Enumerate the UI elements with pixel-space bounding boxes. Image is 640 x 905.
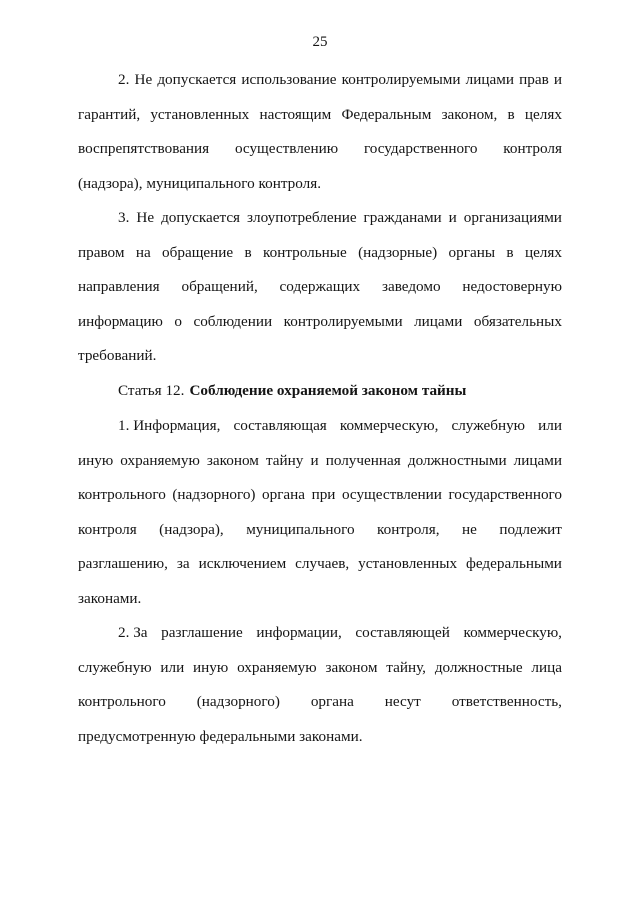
word: контролируемыми bbox=[341, 71, 461, 88]
text-line bbox=[78, 444, 562, 479]
word: установленных bbox=[150, 105, 250, 123]
word: законом, bbox=[441, 105, 498, 123]
word: осуществлению bbox=[234, 140, 339, 158]
text-line bbox=[78, 98, 562, 133]
heading-line bbox=[78, 374, 562, 409]
word: служебную bbox=[78, 658, 152, 676]
word: лица bbox=[531, 658, 562, 676]
word: в bbox=[244, 243, 252, 261]
word: лицами bbox=[414, 312, 463, 330]
text-line bbox=[78, 582, 562, 617]
word: 2. За bbox=[118, 624, 148, 641]
text-line bbox=[78, 409, 562, 444]
word: контроля bbox=[503, 140, 562, 158]
word: заведомо bbox=[381, 278, 441, 296]
text-line bbox=[78, 651, 562, 686]
word: целях bbox=[524, 105, 562, 123]
word: органа bbox=[262, 486, 306, 504]
article-number: Статья 12. bbox=[118, 382, 185, 399]
word: и bbox=[553, 71, 562, 88]
word: служебную bbox=[451, 417, 526, 434]
word: лицами bbox=[465, 71, 514, 88]
word: лицами bbox=[513, 451, 562, 469]
word: соблюдении bbox=[193, 312, 273, 330]
word: разглашению, bbox=[78, 555, 168, 573]
word: допускается bbox=[161, 209, 241, 226]
word: (надзорного) bbox=[196, 693, 280, 711]
word: на bbox=[135, 243, 151, 261]
word: направления bbox=[78, 278, 160, 296]
word: злоупотребление bbox=[247, 209, 357, 226]
word: не bbox=[462, 520, 477, 538]
word: коммерческую, bbox=[339, 417, 439, 434]
word: контрольного bbox=[78, 693, 166, 711]
word: за bbox=[176, 555, 190, 573]
word: правом bbox=[78, 243, 125, 261]
word: установленных bbox=[358, 555, 458, 573]
word: ответственность, bbox=[451, 693, 562, 711]
paragraph-1-confidential-information bbox=[78, 409, 562, 617]
word: подлежит bbox=[499, 520, 562, 538]
word: (надзорного) bbox=[172, 486, 256, 504]
word: федеральными bbox=[466, 555, 562, 573]
word: несут bbox=[384, 693, 421, 711]
word: обязательных bbox=[473, 312, 562, 330]
word: составляющая bbox=[233, 417, 327, 434]
text-line bbox=[78, 513, 562, 548]
word: гарантий, bbox=[78, 105, 141, 123]
text-line bbox=[78, 201, 562, 236]
word: контрольного bbox=[78, 486, 166, 504]
word: (надзорные) bbox=[358, 243, 438, 261]
word: тайну, bbox=[386, 658, 426, 676]
word: допускается bbox=[157, 71, 237, 88]
text-line bbox=[78, 167, 562, 202]
word: целях bbox=[524, 243, 562, 261]
page-number: 25 bbox=[312, 34, 328, 50]
word: в bbox=[506, 243, 514, 261]
word: контроля, bbox=[377, 520, 440, 538]
word: 2. bbox=[118, 71, 130, 88]
word: Федеральным bbox=[341, 105, 432, 123]
word: осуществлении bbox=[341, 486, 442, 504]
text-line bbox=[78, 547, 562, 582]
word: недостоверную bbox=[462, 278, 562, 296]
word: должностными bbox=[407, 451, 507, 469]
article-title: Соблюдение охраняемой законом тайны bbox=[189, 382, 467, 399]
word: охраняемую bbox=[237, 658, 317, 676]
word: при bbox=[311, 486, 336, 504]
word: исключением bbox=[198, 555, 287, 573]
word: случаев, bbox=[295, 555, 350, 573]
word: о bbox=[174, 312, 182, 330]
word: воспрепятствования bbox=[78, 140, 210, 158]
word: полученная bbox=[325, 451, 401, 469]
word: государственного bbox=[448, 486, 562, 504]
word: контроля bbox=[78, 520, 137, 538]
word: законами. bbox=[78, 589, 142, 607]
word: коммерческую, bbox=[463, 624, 562, 641]
paragraph-2-disclosure-liability bbox=[78, 616, 562, 754]
paragraph-3-abuse-of-appeals bbox=[78, 201, 562, 374]
article-heading bbox=[78, 374, 562, 409]
text-line bbox=[78, 685, 562, 720]
word: обращений, bbox=[181, 278, 258, 296]
word: (надзора), муниципального контроля. bbox=[78, 174, 322, 192]
word: Не bbox=[136, 209, 155, 226]
word: охраняемую bbox=[120, 451, 200, 469]
text-line bbox=[78, 616, 562, 651]
word: контрольные bbox=[263, 243, 347, 261]
word: составляющей bbox=[355, 624, 450, 641]
word: Не bbox=[134, 71, 153, 88]
word: иную bbox=[78, 451, 114, 469]
word: или bbox=[538, 417, 562, 434]
word: или bbox=[160, 658, 185, 676]
word: в bbox=[507, 105, 515, 123]
word: законом bbox=[325, 658, 378, 676]
text-line bbox=[78, 132, 562, 167]
word: контролируемыми bbox=[283, 312, 403, 330]
word: настоящим bbox=[259, 105, 332, 123]
text-line bbox=[78, 236, 562, 271]
word: и bbox=[310, 451, 319, 469]
word: содержащих bbox=[279, 278, 361, 296]
word: использование bbox=[241, 71, 337, 88]
word: тайну bbox=[265, 451, 304, 469]
word: информации, bbox=[256, 624, 342, 641]
word: муниципального bbox=[246, 520, 355, 538]
word: обращение bbox=[162, 243, 234, 261]
paragraph-2-no-use-of-rights bbox=[78, 63, 562, 201]
text-line bbox=[78, 63, 562, 98]
word: 1. Информация, bbox=[118, 417, 221, 434]
word: органы bbox=[448, 243, 496, 261]
word: организациями bbox=[463, 209, 562, 226]
word: разглашение bbox=[161, 624, 243, 641]
word: 3. bbox=[118, 209, 130, 226]
word: (надзора), bbox=[159, 520, 224, 538]
text-line bbox=[78, 720, 562, 755]
word: предусмотренную федеральными законами. bbox=[78, 727, 363, 745]
text-line bbox=[78, 270, 562, 305]
word: законом bbox=[206, 451, 259, 469]
word: государственного bbox=[363, 140, 478, 158]
word: требований. bbox=[78, 347, 157, 365]
text-line bbox=[78, 478, 562, 513]
word: информацию bbox=[78, 312, 163, 330]
text-line bbox=[78, 305, 562, 340]
text-line bbox=[78, 339, 562, 374]
word: иную bbox=[193, 658, 229, 676]
word: и bbox=[448, 209, 457, 226]
word: должностные bbox=[434, 658, 523, 676]
word: органа bbox=[310, 693, 354, 711]
word: гражданами bbox=[363, 209, 442, 226]
word: прав bbox=[519, 71, 549, 88]
